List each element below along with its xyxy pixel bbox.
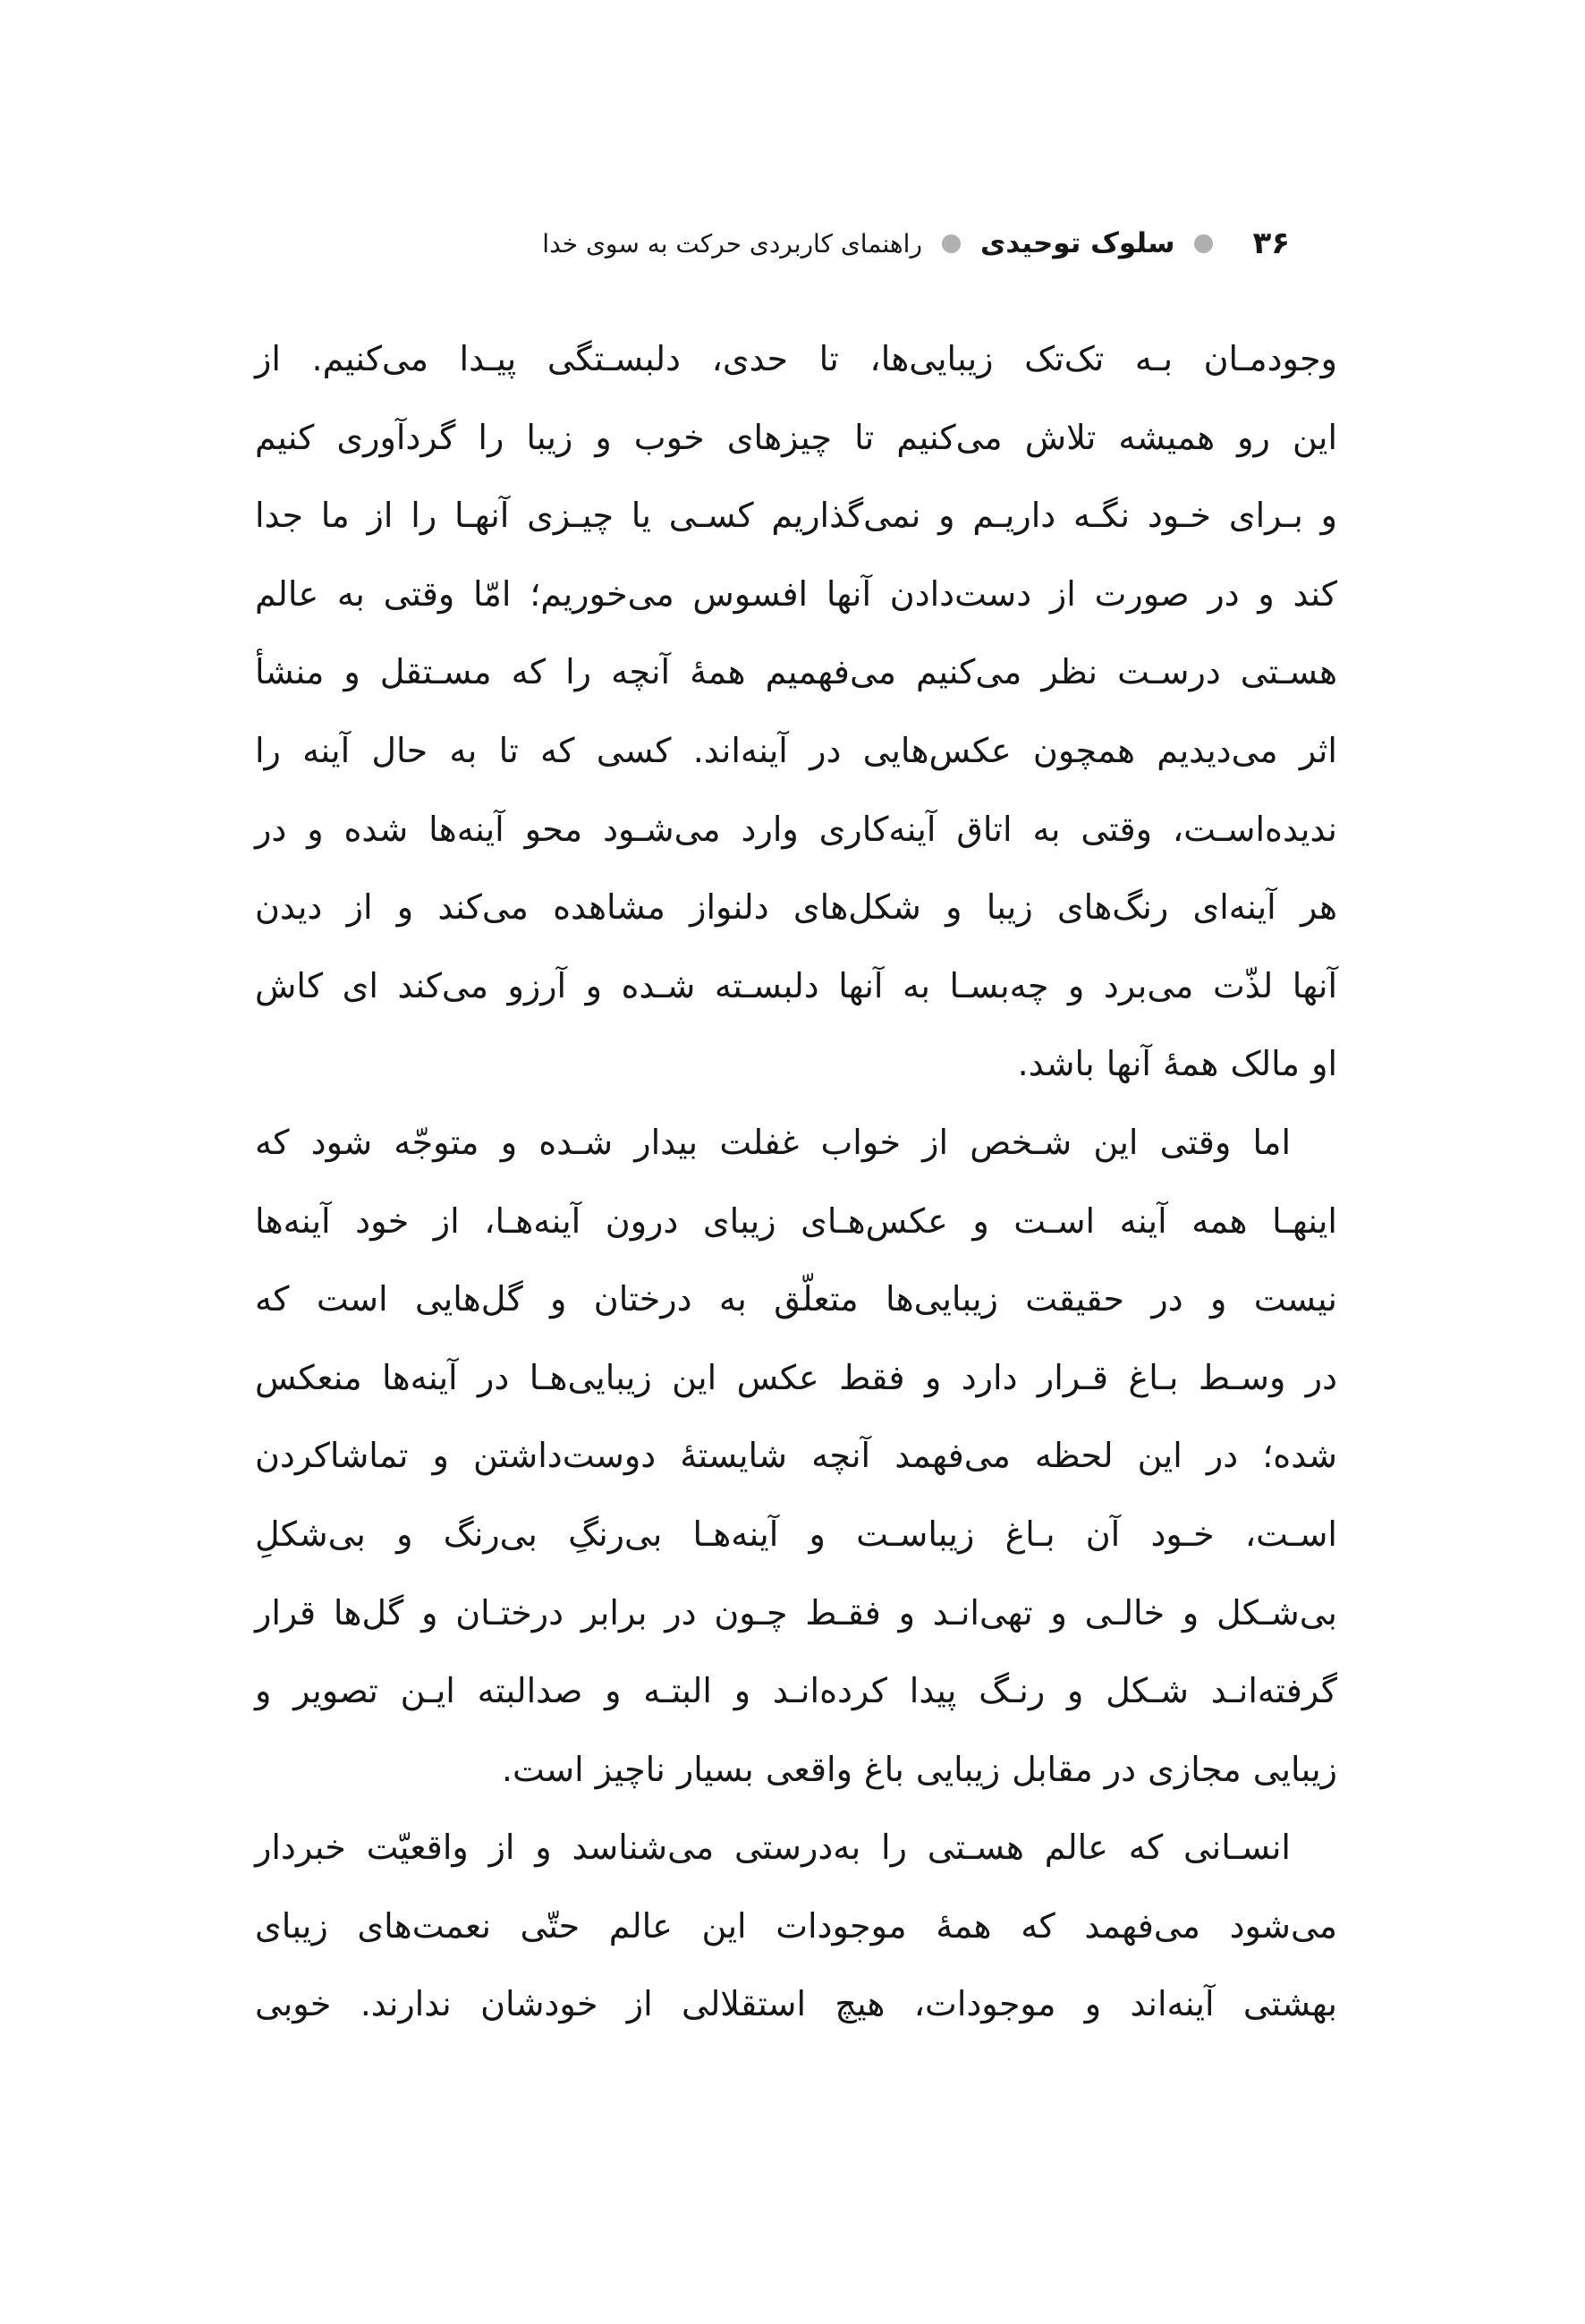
text-line: و بـرای خـود نگـه داریـم و نمی‌گذاریم کسـی یا چیـزی آنهـا را از ما جدا (255, 496, 1337, 536)
text-line: بی‌شـکل و خالـی و تهی‌انـد و فقـط چـون در برابر درختـان و گل‌ها قرار (255, 1592, 1337, 1633)
paragraph (255, 1104, 1337, 1809)
running-head (542, 225, 1290, 261)
body-text (255, 320, 1337, 2044)
separator-dot-icon (942, 234, 961, 253)
text-line: بهشتی آینه‌اند و موجودات، هیچ استقلالی از خودشان ندارند. خوبی (255, 1984, 1337, 2024)
text-line: نیست و در حقیقت زیبایی‌ها متعلّق به درختان و گل‌هایی است که (255, 1279, 1337, 1319)
text-line: می‌شود می‌فهمد که همهٔ موجودات این عالم حتّی نعمت‌های زیبای (255, 1905, 1337, 1946)
text-line: هر آینه‌ای رنگ‌های زیبا و شکل‌های دلنواز مشاهده می‌کند و از دیدن (255, 887, 1337, 928)
separator-dot-icon (1194, 234, 1213, 253)
book-title: سلوک توحیدی (979, 227, 1175, 259)
text-line: ندیده‌اسـت، وقتی به اتاق آینه‌کاری وارد می‌شـود محو آینه‌ها شده و در (255, 809, 1337, 849)
page-number: ۳۶ (1252, 225, 1290, 261)
text-line: وجودمـان بـه تک‌تک زیبایی‌ها، تا حدی، دلبسـتگی پیـدا می‌کنیم. از (255, 339, 1337, 378)
text-line: کند و در صورت از دست‌دادن آنها افسوس می‌خوریم؛ امّا وقتی به عالم (255, 573, 1337, 614)
text-line: گرفته‌انـد شـکل و رنـگ پیدا کرده‌انـد و البتـه و صدالبته ایـن تصویر و (255, 1671, 1337, 1711)
text-line: اثر می‌دیدیم همچون عکس‌هایی در آینه‌اند. کسی که تا به حال آینه را (255, 730, 1337, 770)
text-line: در وسـط بـاغ قـرار دارد و فقط عکس این زیبایی‌هـا در آینه‌ها منعکس (255, 1357, 1337, 1397)
text-line: انسـانی که عالم هسـتی را به‌درستی می‌شناسد و از واقعیّت خبردار (255, 1828, 1291, 1868)
paragraph (255, 1809, 1337, 2044)
text-line: شده؛ در این لحظه می‌فهمد آنچه شایستهٔ دوست‌داشتن و تماشاکردن (255, 1436, 1337, 1476)
text-line: آنها لذّت می‌برد و چه‌بسـا به آنها دلبسـته شـده و آرزو می‌کند ای کاش (255, 965, 1337, 1005)
text-line: او مالک همهٔ آنها باشد. (1017, 1044, 1337, 1084)
text-line: این رو همیشه تلاش می‌کنیم تا چیزهای خوب و زیبا را گردآوری کنیم (255, 417, 1337, 457)
paragraph (255, 320, 1337, 1104)
text-line: اسـت، خـود آن بـاغ زیباسـت و آینه‌هـا بی‌رنگِ بی‌رنگ و بی‌شکلِ (255, 1514, 1337, 1554)
book-subtitle: راهنمای کاربردی حرکت به سوی خدا (542, 228, 922, 259)
text-line: اما وقتی این شـخص از خواب غفلت بیدار شـده و متوجّه شود که (255, 1122, 1291, 1162)
text-line: زیبایی مجازی در مقابل زیبایی باغ واقعی بسیار ناچیز است. (501, 1749, 1337, 1789)
text-line: اینهـا همه آینه اسـت و عکس‌هـای زیبای درون آینه‌هـا، از خود آینه‌ها (255, 1200, 1337, 1241)
text-line: هسـتی درسـت نظر می‌کنیم می‌فهمیم همهٔ آنچه را که مسـتقل و منشأ (255, 652, 1337, 692)
